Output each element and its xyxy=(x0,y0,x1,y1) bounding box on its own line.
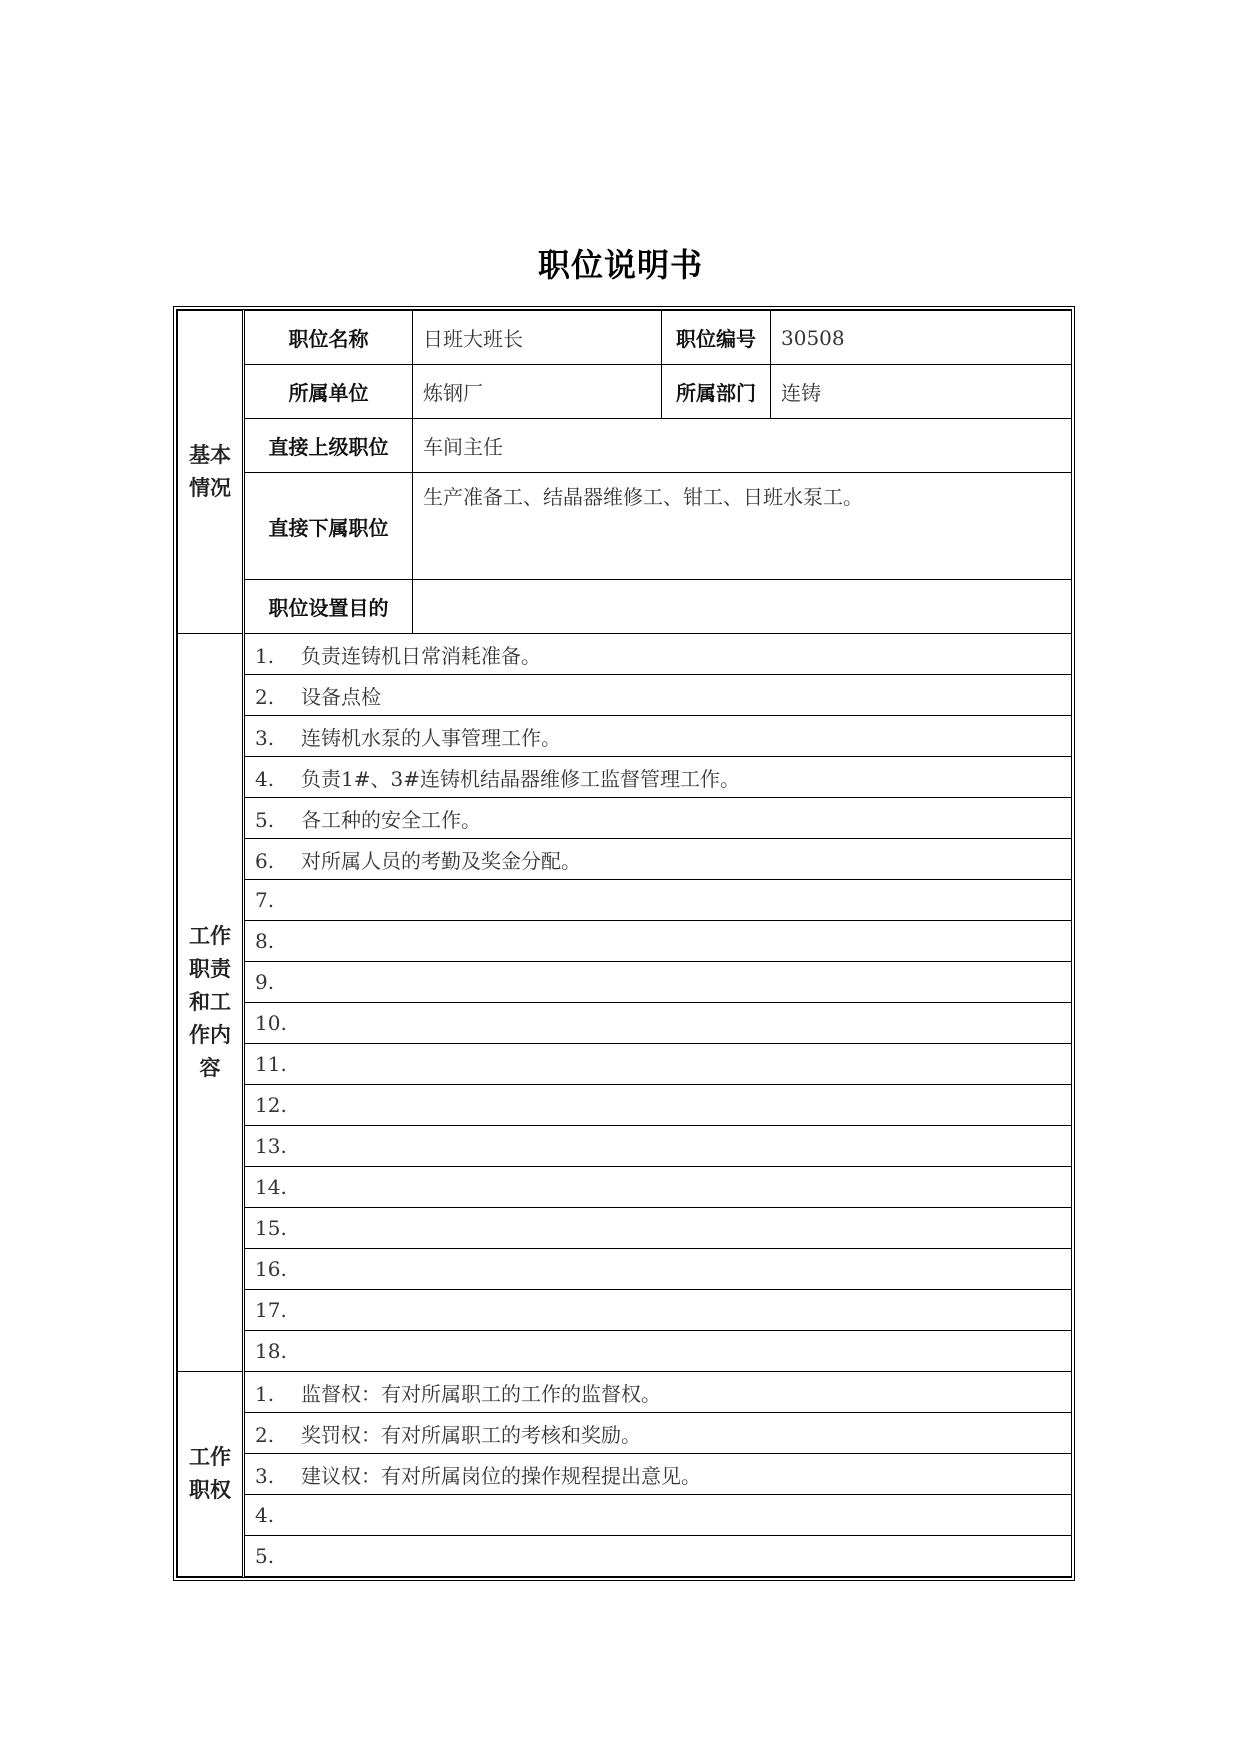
superior-value: 车间主任 xyxy=(413,419,1072,473)
item-number: 16. xyxy=(255,1257,287,1281)
item-cell xyxy=(244,798,1072,839)
item-number: 8. xyxy=(255,929,275,953)
item-cell xyxy=(244,634,1072,675)
section-label-duties xyxy=(178,634,244,1372)
superior-label: 直接上级职位 xyxy=(244,419,413,473)
item-cell xyxy=(244,1167,1072,1208)
list-item xyxy=(178,1126,1072,1167)
department-value: 连铸 xyxy=(771,365,1072,419)
item-cell xyxy=(244,1044,1072,1085)
item-cell xyxy=(244,962,1072,1003)
list-item xyxy=(178,1044,1072,1085)
item-text: 设备点检 xyxy=(301,684,381,709)
item-text: 奖罚权：有对所属职工的考核和奖励。 xyxy=(301,1422,641,1447)
item-text: 建议权：有对所属岗位的操作规程提出意见。 xyxy=(301,1463,701,1488)
item-cell xyxy=(244,1331,1072,1372)
item-cell xyxy=(244,921,1072,962)
list-item xyxy=(178,1372,1072,1413)
list-item xyxy=(178,1454,1072,1495)
item-cell xyxy=(244,1536,1072,1577)
item-number: 4. xyxy=(255,766,275,791)
item-number: 4. xyxy=(255,1503,275,1527)
position-name-label: 职位名称 xyxy=(244,311,413,365)
list-item xyxy=(178,1413,1072,1454)
item-number: 12. xyxy=(255,1093,287,1117)
item-cell xyxy=(244,1003,1072,1044)
list-item xyxy=(178,1536,1072,1577)
list-item xyxy=(178,798,1072,839)
list-item xyxy=(178,1085,1072,1126)
item-number: 15. xyxy=(255,1216,287,1240)
item-number: 1. xyxy=(255,643,275,668)
subordinate-value: 生产准备工、结晶器维修工、钳工、日班水泵工。 xyxy=(413,473,1072,580)
item-cell xyxy=(244,1085,1072,1126)
item-cell xyxy=(244,839,1072,880)
purpose-value xyxy=(413,580,1072,634)
section-label-basic-text: 基本情况 xyxy=(189,443,231,500)
item-number: 5. xyxy=(255,1544,275,1568)
section-label-authority-text: 工作职权 xyxy=(189,1445,231,1502)
item-cell xyxy=(244,1208,1072,1249)
authority-section xyxy=(178,1372,1072,1577)
item-number: 11. xyxy=(255,1052,287,1076)
form-table xyxy=(177,310,1072,1577)
item-cell xyxy=(244,1126,1072,1167)
page-title: 职位说明书 xyxy=(537,246,703,284)
list-item xyxy=(178,962,1072,1003)
unit-value: 炼钢厂 xyxy=(413,365,662,419)
position-name-value: 日班大班长 xyxy=(413,311,662,365)
list-item xyxy=(178,1331,1072,1372)
item-number: 10. xyxy=(255,1011,287,1035)
department-label: 所属部门 xyxy=(662,365,771,419)
item-cell xyxy=(244,1413,1072,1454)
item-cell xyxy=(244,1372,1072,1413)
job-description-form xyxy=(173,306,1075,1581)
item-number: 7. xyxy=(255,888,275,912)
list-item xyxy=(178,1290,1072,1331)
unit-label: 所属单位 xyxy=(244,365,413,419)
position-code-value: 30508 xyxy=(771,311,1072,365)
item-text: 负责连铸机日常消耗准备。 xyxy=(301,643,541,668)
list-item xyxy=(178,1208,1072,1249)
item-number: 1. xyxy=(255,1381,275,1406)
item-text: 负责1#、3#连铸机结晶器维修工监督管理工作。 xyxy=(301,766,740,791)
row-unit xyxy=(178,365,1072,419)
row-subordinate xyxy=(178,473,1072,580)
list-item xyxy=(178,921,1072,962)
item-text: 连铸机水泵的人事管理工作。 xyxy=(301,725,561,750)
section-label-authority xyxy=(178,1372,244,1577)
list-item xyxy=(178,1249,1072,1290)
item-text: 对所属人员的考勤及奖金分配。 xyxy=(301,848,581,873)
item-number: 2. xyxy=(255,684,275,709)
item-text: 监督权：有对所属职工的工作的监督权。 xyxy=(301,1381,661,1406)
row-position-name xyxy=(178,311,1072,365)
item-number: 14. xyxy=(255,1175,287,1199)
list-item xyxy=(178,839,1072,880)
item-number: 3. xyxy=(255,1463,275,1488)
item-cell xyxy=(244,1495,1072,1536)
item-number: 2. xyxy=(255,1422,275,1447)
section-label-basic xyxy=(178,311,244,634)
duties-section xyxy=(178,634,1072,1372)
item-number: 13. xyxy=(255,1134,287,1158)
list-item xyxy=(178,757,1072,798)
item-cell xyxy=(244,757,1072,798)
item-number: 9. xyxy=(255,970,275,994)
item-cell xyxy=(244,716,1072,757)
list-item xyxy=(178,1003,1072,1044)
item-number: 17. xyxy=(255,1298,287,1322)
subordinate-label: 直接下属职位 xyxy=(244,473,413,580)
position-code-label: 职位编号 xyxy=(662,311,771,365)
list-item xyxy=(178,675,1072,716)
section-label-duties-text: 工作职责和工作内容 xyxy=(189,924,231,1080)
item-cell xyxy=(244,880,1072,921)
list-item xyxy=(178,716,1072,757)
item-number: 5. xyxy=(255,807,275,832)
item-cell xyxy=(244,1454,1072,1495)
list-item xyxy=(178,1495,1072,1536)
list-item xyxy=(178,880,1072,921)
list-item xyxy=(178,634,1072,675)
item-cell xyxy=(244,1290,1072,1331)
item-number: 6. xyxy=(255,848,275,873)
row-superior xyxy=(178,419,1072,473)
item-number: 3. xyxy=(255,725,275,750)
item-cell xyxy=(244,675,1072,716)
purpose-label: 职位设置目的 xyxy=(244,580,413,634)
row-purpose xyxy=(178,580,1072,634)
item-number: 18. xyxy=(255,1339,287,1363)
list-item xyxy=(178,1167,1072,1208)
item-text: 各工种的安全工作。 xyxy=(301,807,481,832)
item-cell xyxy=(244,1249,1072,1290)
